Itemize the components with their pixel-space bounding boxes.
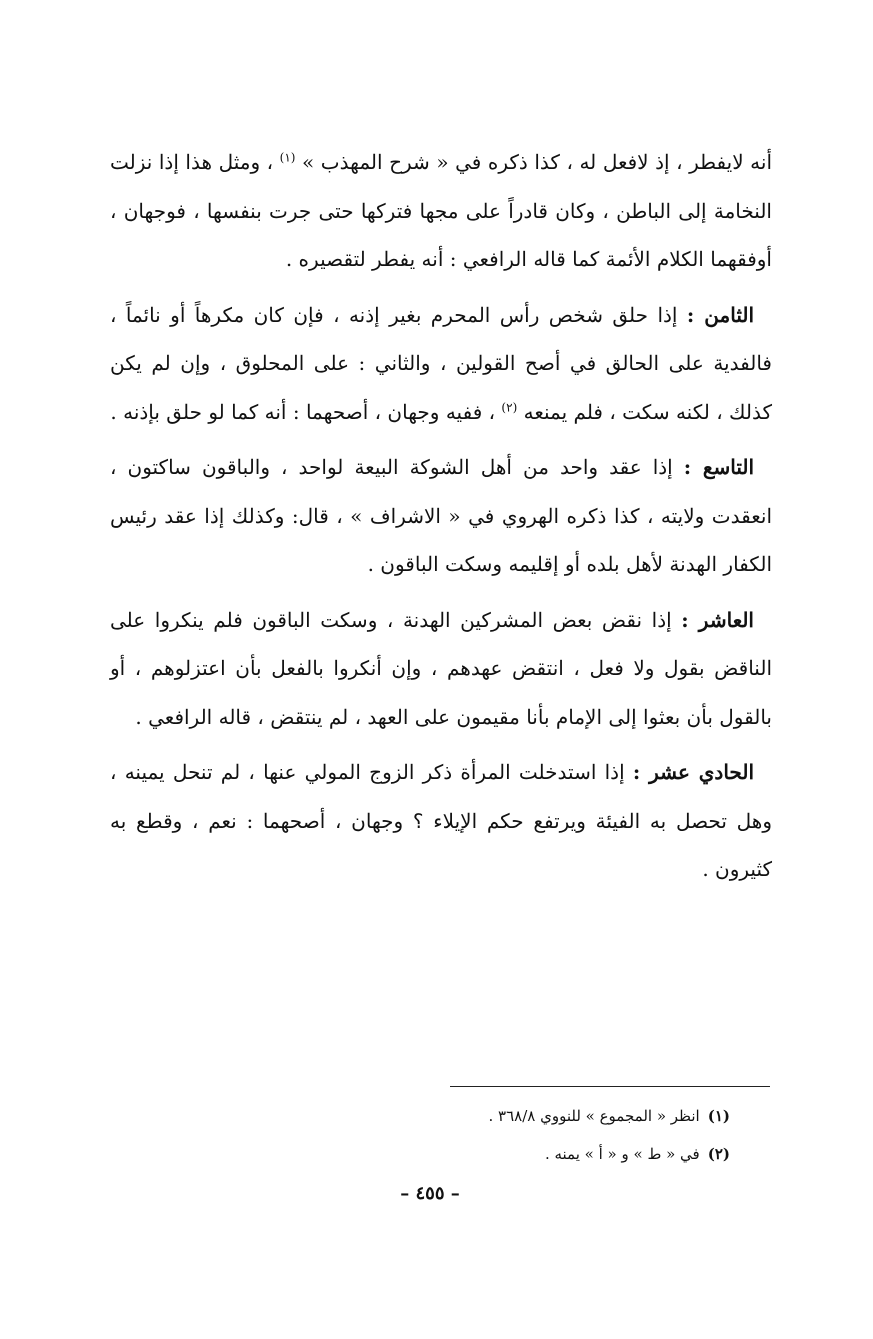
paragraph-lead: التاسع : bbox=[683, 455, 754, 479]
footnote-number: (٢) bbox=[707, 1145, 730, 1163]
paragraph-text: إذا عقد واحد من أهل الشوكة البيعة لواحد ، والباقون ساكتون ، انعقدت ولايته ، كذا ذكره الهروي في « الاشراف » ، قال: وكذلك إذا عقد رئيس الكفار الهدنة لأهل بلده أو إقليمه وسكت الباقون . bbox=[110, 455, 772, 576]
footnote-divider bbox=[450, 1086, 770, 1087]
paragraph-tail: ، ففيه وجهان ، أصحهما : أنه كما لو حلق بإذنه . bbox=[110, 399, 502, 424]
footnote-marker: (١) bbox=[279, 150, 296, 165]
footnote-text: في « ط » و « أ » يمنه . bbox=[544, 1145, 700, 1163]
paragraph-text: إذا حلق شخص رأس المحرم بغير إذنه ، فإن كان مكرهاً أو نائماً ، فالفدية على الحالق في أصح القولين ، والثاني : على المحلوق ، وإن لم يكن كذلك ، لكنه سكت ، فلم يمنعه bbox=[110, 302, 772, 424]
paragraph-lead: العاشر : bbox=[681, 607, 754, 632]
paragraph-text: إذا نقض بعض المشركين الهدنة ، وسكت الباقون فلم ينكروا على الناقض بقول ولا فعل ، انتقض عهدهم ، وإن أنكروا بالفعل بأن اعتزلوهم ، أو بالقول بأن بعثوا إلى الإمام بأنا مقيمون على العهد ، لم ينتقض ، قاله الرافعي . bbox=[110, 607, 772, 729]
paragraph-lead: الثامن : bbox=[686, 302, 755, 327]
footnote bbox=[300, 1135, 730, 1173]
paragraph bbox=[110, 596, 772, 742]
footnote-number: (١) bbox=[707, 1107, 730, 1125]
paragraph-lead: الحادي عشر : bbox=[632, 760, 754, 784]
paragraph-tail: ، ومثل هذا إذا نزلت النخامة إلى الباطن ، وكان قادراً على مجها فتركها حتى جرت بنفسها ، فوجهان ، أوفقهما الكلام الأئمة كما قاله الرافعي : أنه يفطر لتقصيره . bbox=[110, 150, 772, 271]
footnote bbox=[300, 1097, 730, 1135]
paragraph bbox=[110, 138, 772, 284]
page-number: – ٤٥٥ – bbox=[400, 1183, 460, 1204]
paragraph-text: إذا استدخلت المرأة ذكر الزوج المولي عنها ، لم تنحل يمينه ، وهل تحصل به الفيئة ويرتفع حكم الإيلاء ؟ وجهان ، أصحهما : نعم ، وقطع به كثيرون . bbox=[110, 760, 772, 881]
footnote-text: انظر « المجموع » للنووي ٣٦٨/٨ . bbox=[488, 1107, 700, 1125]
paragraph bbox=[110, 443, 772, 589]
paragraph bbox=[110, 748, 772, 894]
paragraph-text: أنه لايفطر ، إذ لافعل له ، كذا ذكره في « شرح المهذب » bbox=[302, 150, 773, 174]
paragraph bbox=[110, 291, 772, 437]
body-text bbox=[110, 138, 772, 901]
footnotes bbox=[300, 1097, 730, 1173]
footnote-marker: (٢) bbox=[501, 399, 518, 414]
